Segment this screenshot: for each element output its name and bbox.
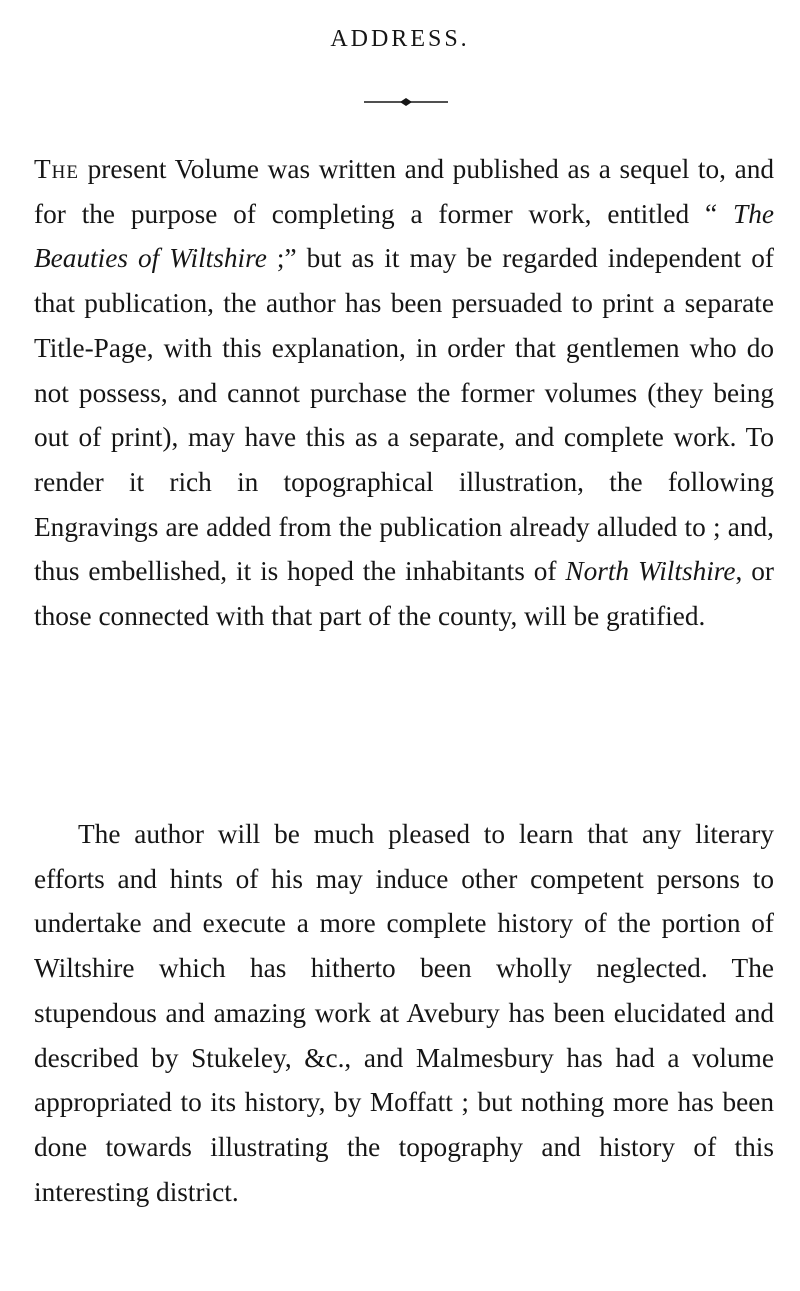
paragraph-1-lead: The (34, 154, 80, 184)
place-name: North Wiltshire (565, 556, 736, 587)
paragraph-1-text-c: , or those connected with that part of the county, will be gratified. (34, 556, 774, 632)
paragraph-2: The author will be much pleased to learn that any literary efforts and hints of his may induce other competent persons to undertake and execute a more complete history of the portion of Wiltshire which has hitherto been wholly neglected. The stupendous and amazing work at Avebury has been elucidated and described by Stukeley, &c., and Malmesbury has had a volume appropriated to its history, by Moffatt ; but nothing more has been done towards illustrating the topography and history of this interesting district. (34, 819, 774, 1207)
paragraph-1 (34, 147, 774, 639)
book-title: The Beauties of Wiltshire (34, 198, 774, 274)
page-heading: ADDRESS. (330, 26, 470, 52)
paragraph-1-text-a: present Volume was written and published as a sequel to, and for the purpose of completing a former work, entitled “ (34, 154, 774, 229)
paragraph-1-text-b: ;” but as it may be regarded independent of that publication, the author has been persuaded to print a separate Title-Page, with this explanation, in order that gentlemen who do not possess, and cannot purchase the former volumes (they being out of print), may have this as a separate, and complete work. To render it rich in topographical illustration, the following Engravings are added from the publication already alluded to ; and, thus embellished, it is hoped the inhabitants of (34, 243, 774, 587)
divider-ornament (364, 96, 448, 108)
